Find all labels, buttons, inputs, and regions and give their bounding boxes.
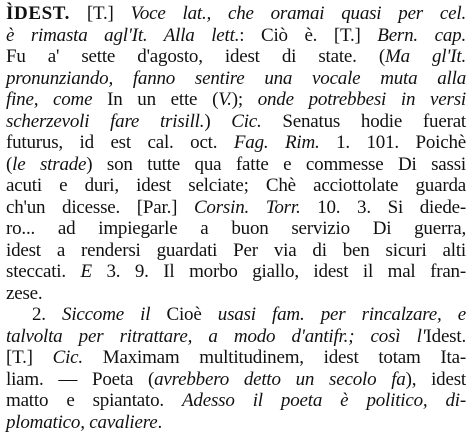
- text-segment: ), idest: [406, 369, 466, 390]
- italic-text: Siccome il: [62, 304, 150, 325]
- entry-line: [6, 369, 466, 391]
- text-segment: Idest.: [426, 326, 466, 347]
- italic-text: Cic.: [231, 111, 261, 132]
- italic-text: onde potrebbesi in versi: [258, 89, 466, 110]
- entry-line: [6, 154, 466, 176]
- text-segment: Fu a' sette d'agosto, idest di state. (: [6, 46, 385, 67]
- text-segment: acuti e duri, idest selciate; Chè acciottolate guarda: [6, 175, 466, 196]
- italic-text: fine, come: [6, 89, 92, 110]
- text-segment: In un ette (: [92, 89, 218, 110]
- text-segment: Cioè: [150, 304, 217, 325]
- italic-text: è rimasta agl'It. Alla lett.: [6, 25, 239, 46]
- entry-line: [6, 412, 466, 433]
- headword: ÌDEST.: [6, 3, 70, 24]
- entry-line: [6, 326, 466, 348]
- entry-line: [6, 197, 466, 219]
- entry-line: [6, 390, 466, 412]
- italic-text: V.: [218, 89, 232, 110]
- text-segment: 3. 9. Il morbo giallo, idest il mal fran-: [92, 261, 466, 282]
- entry-line: [6, 304, 466, 326]
- italic-text: Cic.: [53, 347, 83, 368]
- entry-line: [6, 89, 466, 111]
- text-segment: 10. 3. Si diede-: [301, 197, 467, 218]
- italic-text: plomatico, cavaliere: [6, 412, 157, 433]
- text-segment: 1. 101. Poichè: [320, 132, 466, 153]
- text-segment: idest a rendersi guardati Per via di ben sicuri alti: [6, 240, 466, 261]
- entry-line: [6, 261, 466, 283]
- text-segment: .: [157, 412, 162, 433]
- text-segment: 2.: [32, 304, 62, 325]
- text-segment: [T.]: [6, 347, 53, 368]
- italic-text: scherzevoli fare trisill.: [6, 111, 204, 132]
- italic-text: avrebbero detto un secolo fa: [154, 369, 405, 390]
- dictionary-entry-idest: [6, 3, 466, 433]
- text-segment: ro... ad impiegarle a buon servizio Di guerra,: [6, 218, 466, 239]
- italic-text: pronunziando, fanno sentire una vocale muta alla: [6, 68, 466, 89]
- italic-text: le strade: [12, 154, 86, 175]
- entry-line: [6, 111, 466, 133]
- text-segment: steccati.: [6, 261, 80, 282]
- text-segment: ) son tutte qua fatte e commesse Di sassi: [86, 154, 466, 175]
- entry-line: [6, 3, 466, 25]
- italic-text: E: [80, 261, 91, 282]
- italic-text: Voce lat., che oramai quasi per cel.: [131, 3, 466, 24]
- italic-text: usasi fam. per rincalzare, e: [218, 304, 466, 325]
- italic-text: Corsin. Torr.: [194, 197, 301, 218]
- text-segment: Maximam multitudinem, idest totam Ita-: [83, 347, 466, 368]
- text-segment: [T.]: [70, 3, 131, 24]
- italic-text: Fag. Rim.: [234, 132, 320, 153]
- italic-text: Bern. cap.: [377, 25, 466, 46]
- text-segment: );: [232, 89, 258, 110]
- entry-line: [6, 46, 466, 68]
- text-segment: ch'un dicesse. [Par.]: [6, 197, 194, 218]
- text-segment: ): [204, 111, 231, 132]
- entry-line: [6, 68, 466, 90]
- italic-text: Adesso il poeta è politico, di-: [182, 390, 466, 411]
- entry-line: [6, 240, 466, 262]
- text-segment: : Ciò è. [T.]: [239, 25, 377, 46]
- text-segment: matto e spiantato.: [6, 390, 182, 411]
- entry-line: [6, 175, 466, 197]
- text-segment: zese.: [6, 283, 42, 304]
- italic-text: Ma gl'It.: [385, 46, 466, 67]
- italic-text: talvolta per ritrattare, a modo d'antifr.; così l': [6, 326, 426, 347]
- text-segment: Senatus hodie fuerat: [262, 111, 466, 132]
- text-segment: liam. — Poeta (: [6, 369, 154, 390]
- text-segment: (: [6, 154, 12, 175]
- entry-line: [6, 132, 466, 154]
- text-segment: futurus, id est cal. oct.: [6, 132, 234, 153]
- entry-line: [6, 25, 466, 47]
- entry-line: [6, 347, 466, 369]
- entry-line: [6, 218, 466, 240]
- entry-line: [6, 283, 466, 305]
